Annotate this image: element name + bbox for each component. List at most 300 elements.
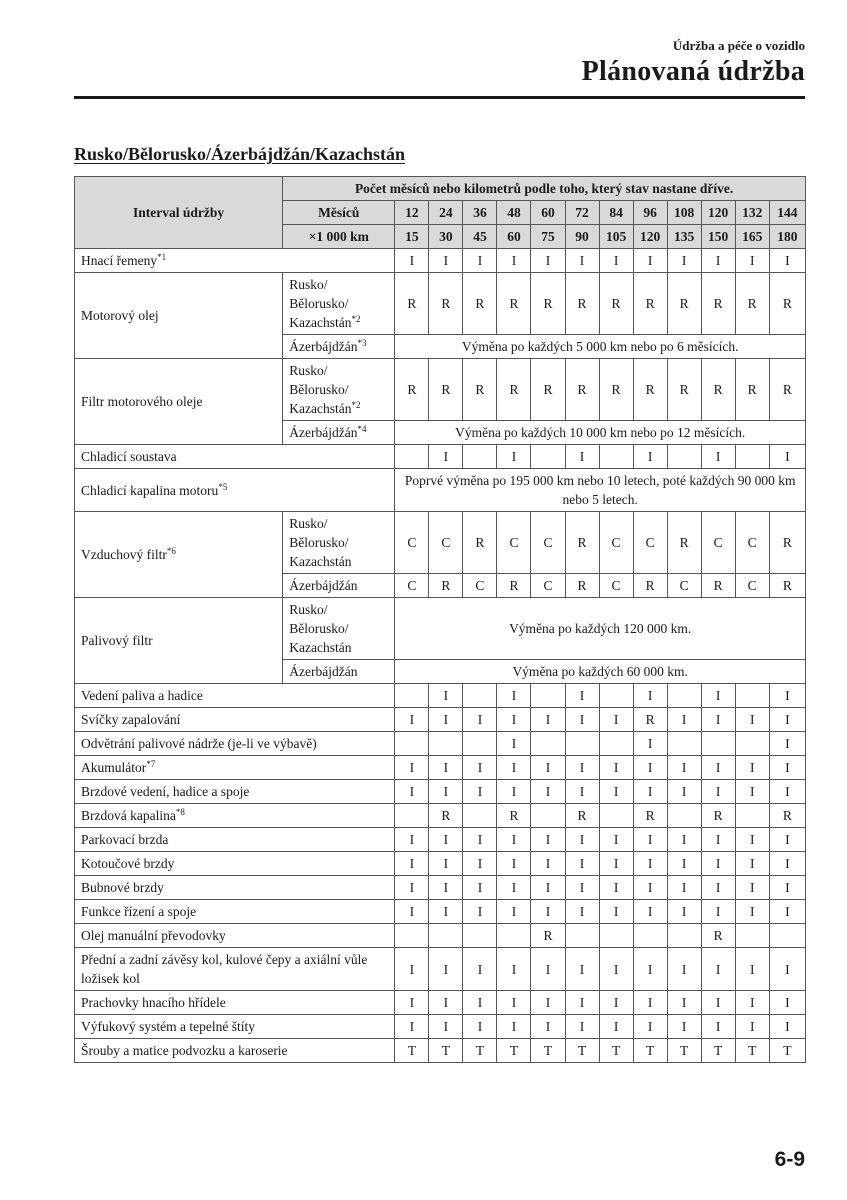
schedule-cell: I [633,445,667,469]
schedule-cell: R [497,273,531,335]
row-label: Filtr motorového oleje [81,394,203,409]
schedule-cell: T [667,1039,701,1063]
schedule-cell: I [769,780,805,804]
schedule-cell: I [735,780,769,804]
schedule-cell: C [497,512,531,574]
schedule-cell: I [429,1015,463,1039]
schedule-cell: I [497,948,531,991]
schedule-cell [599,732,633,756]
schedule-cell: I [497,876,531,900]
schedule-cell: I [633,756,667,780]
schedule-cell: R [531,273,565,335]
months-value: 60 [531,201,565,225]
schedule-cell: C [463,574,497,598]
table-row [75,273,806,335]
schedule-cell: T [633,1039,667,1063]
schedule-cell [531,684,565,708]
months-value: 72 [565,201,599,225]
table-row [75,924,806,948]
schedule-cell: I [633,780,667,804]
schedule-cell: I [735,876,769,900]
item-name [75,249,395,273]
schedule-cell: I [667,828,701,852]
schedule-description: Výměna po každých 60 000 km. [395,660,806,684]
schedule-cell: I [395,876,429,900]
schedule-cell: I [701,852,735,876]
months-value: 144 [769,201,805,225]
schedule-cell [395,924,429,948]
schedule-cell: I [633,852,667,876]
schedule-cell: I [565,708,599,732]
schedule-cell: I [701,780,735,804]
schedule-cell: R [497,804,531,828]
schedule-cell: I [633,900,667,924]
schedule-cell: I [531,852,565,876]
row-label: Olej manuální převodovky [81,928,226,943]
schedule-cell: T [599,1039,633,1063]
schedule-cell: I [497,756,531,780]
schedule-cell: T [429,1039,463,1063]
schedule-cell: T [531,1039,565,1063]
schedule-cell: I [531,991,565,1015]
schedule-cell: I [565,948,599,991]
schedule-cell: I [633,1015,667,1039]
row-label: Ázerbájdžán [289,578,358,593]
schedule-cell: I [395,900,429,924]
schedule-cell: I [395,991,429,1015]
region-name [283,359,395,421]
table-row [75,900,806,924]
schedule-cell: R [701,804,735,828]
schedule-cell [395,684,429,708]
item-name [75,900,395,924]
schedule-cell: I [701,756,735,780]
table-row [75,948,806,991]
table-row [75,732,806,756]
schedule-cell: I [735,948,769,991]
schedule-cell: R [565,574,599,598]
schedule-cell: I [497,708,531,732]
region-name [283,660,395,684]
schedule-cell: I [395,780,429,804]
schedule-cell: I [769,732,805,756]
page-title: Plánovaná údržba [581,56,805,87]
row-label: Funkce řízení a spoje [81,904,197,919]
schedule-cell: I [497,684,531,708]
schedule-cell: R [633,359,667,421]
schedule-cell: I [633,991,667,1015]
schedule-cell: I [429,876,463,900]
schedule-cell: I [701,991,735,1015]
schedule-cell: I [429,756,463,780]
schedule-cell: I [429,991,463,1015]
row-label: Hnací řemeny [81,253,158,268]
schedule-cell: I [735,900,769,924]
schedule-cell [701,732,735,756]
table-row [75,708,806,732]
footnote-ref: *2 [351,314,361,324]
item-name [75,780,395,804]
schedule-cell [735,684,769,708]
schedule-cell: I [769,852,805,876]
table-body [75,177,806,1063]
schedule-cell [531,732,565,756]
table-row [75,876,806,900]
row-label: Ázerbájdžán [289,664,358,679]
schedule-cell: I [599,756,633,780]
schedule-cell: I [599,948,633,991]
schedule-cell: I [599,249,633,273]
schedule-cell: I [565,756,599,780]
schedule-cell: I [395,1015,429,1039]
schedule-cell: T [769,1039,805,1063]
schedule-cell: I [497,828,531,852]
schedule-cell: C [531,512,565,574]
schedule-cell: C [599,512,633,574]
km-value: 135 [667,225,701,249]
page-number: 6-9 [774,1148,805,1171]
item-name [75,445,395,469]
schedule-cell: R [735,359,769,421]
schedule-cell: I [565,876,599,900]
km-label: ×1 000 km [283,225,395,249]
item-name [75,732,395,756]
table-row [75,684,806,708]
km-value: 150 [701,225,735,249]
schedule-cell: I [633,876,667,900]
schedule-cell: R [429,804,463,828]
schedule-cell: I [769,249,805,273]
schedule-cell: I [497,1015,531,1039]
schedule-cell [667,445,701,469]
schedule-cell: I [633,828,667,852]
schedule-cell: I [701,828,735,852]
footnote-ref: *4 [357,424,367,434]
schedule-cell [735,804,769,828]
months-value: 12 [395,201,429,225]
region-name [283,273,395,335]
schedule-cell: R [667,359,701,421]
schedule-cell: I [463,780,497,804]
item-name [75,852,395,876]
schedule-cell: I [735,991,769,1015]
region-name [283,421,395,445]
table-row [75,804,806,828]
schedule-cell: I [463,828,497,852]
schedule-cell: C [701,512,735,574]
schedule-cell [531,445,565,469]
schedule-cell: R [769,512,805,574]
schedule-cell [667,924,701,948]
header-subtitle: Údržba a péče o vozidlo [672,38,805,53]
schedule-cell [429,732,463,756]
schedule-cell: I [531,780,565,804]
schedule-cell: R [667,273,701,335]
schedule-cell [463,732,497,756]
item-name [75,273,283,359]
row-label: Rusko/ Bělorusko/ Kazachstán [289,602,352,655]
schedule-cell: R [429,574,463,598]
schedule-cell [667,732,701,756]
months-value: 84 [599,201,633,225]
schedule-cell: R [565,359,599,421]
row-label: Vzduchový filtr [81,547,167,562]
schedule-cell: C [531,574,565,598]
row-label: Motorový olej [81,308,159,323]
schedule-cell: I [667,708,701,732]
table-row [75,1015,806,1039]
schedule-cell: I [565,991,599,1015]
schedule-cell: I [599,876,633,900]
item-name [75,876,395,900]
row-label: Rusko/ Bělorusko/ Kazachstán [289,363,352,416]
schedule-cell: R [599,273,633,335]
schedule-cell: T [395,1039,429,1063]
schedule-cell [531,804,565,828]
table-row [75,445,806,469]
schedule-cell: I [667,991,701,1015]
schedule-cell [497,924,531,948]
footnote-ref: *3 [357,338,367,348]
table-row [75,598,806,660]
schedule-cell: R [769,359,805,421]
schedule-cell: I [667,900,701,924]
schedule-cell: I [769,756,805,780]
schedule-cell: R [463,273,497,335]
schedule-description: Výměna po každých 5 000 km nebo po 6 měsících. [395,335,806,359]
schedule-cell [395,732,429,756]
region-name [283,335,395,359]
row-label: Svíčky zapalování [81,712,181,727]
schedule-cell: C [735,512,769,574]
footnote-ref: *7 [146,759,156,769]
schedule-cell: I [701,249,735,273]
footnote-ref: *5 [218,481,228,492]
schedule-cell: C [429,512,463,574]
schedule-cell: I [769,1015,805,1039]
interval-header: Interval údržby [75,177,283,249]
table-row [75,1039,806,1063]
schedule-cell: I [531,249,565,273]
schedule-cell: I [599,991,633,1015]
item-name [75,948,395,991]
row-label: Chladicí soustava [81,449,177,464]
schedule-cell: I [463,876,497,900]
schedule-cell: R [531,359,565,421]
item-name [75,804,395,828]
schedule-cell: R [701,924,735,948]
table-row [75,780,806,804]
top-header: Počet měsíců nebo kilometrů podle toho, který stav nastane dříve. [283,177,806,201]
schedule-cell: R [429,273,463,335]
maintenance-table [74,176,806,1063]
schedule-cell: C [599,574,633,598]
table-row [75,469,806,512]
schedule-cell: I [531,876,565,900]
schedule-cell: I [429,445,463,469]
schedule-cell: I [531,1015,565,1039]
schedule-cell: I [463,852,497,876]
item-name [75,828,395,852]
schedule-cell [599,684,633,708]
schedule-cell: R [769,273,805,335]
schedule-cell: I [599,1015,633,1039]
schedule-cell: R [701,273,735,335]
row-label: Prachovky hnacího hřídele [81,995,226,1010]
schedule-cell: R [667,512,701,574]
schedule-cell: T [565,1039,599,1063]
schedule-cell: R [531,924,565,948]
schedule-cell: I [769,900,805,924]
schedule-cell: I [565,780,599,804]
schedule-cell: I [769,991,805,1015]
months-value: 96 [633,201,667,225]
schedule-cell: I [633,249,667,273]
schedule-cell: I [701,445,735,469]
schedule-cell: I [463,708,497,732]
schedule-cell: I [463,756,497,780]
km-value: 165 [735,225,769,249]
item-name [75,1039,395,1063]
schedule-cell: I [599,900,633,924]
table-row [75,991,806,1015]
schedule-cell: I [667,876,701,900]
schedule-cell: I [429,249,463,273]
months-value: 132 [735,201,769,225]
schedule-cell: I [735,708,769,732]
schedule-cell [769,924,805,948]
schedule-cell: I [429,828,463,852]
row-label: Šrouby a matice podvozku a karoserie [81,1043,288,1058]
schedule-cell: I [395,249,429,273]
km-value: 120 [633,225,667,249]
schedule-cell: I [395,708,429,732]
schedule-cell: I [633,684,667,708]
schedule-cell: I [599,780,633,804]
footnote-ref: *2 [351,400,361,410]
item-name [75,684,395,708]
schedule-cell: I [395,948,429,991]
table-row [75,852,806,876]
schedule-cell: I [395,756,429,780]
schedule-cell: R [565,804,599,828]
schedule-cell: I [701,1015,735,1039]
schedule-cell: I [565,900,599,924]
row-label: Ázerbájdžán [289,339,358,354]
schedule-cell: I [531,756,565,780]
schedule-cell: R [395,359,429,421]
schedule-cell: I [667,756,701,780]
schedule-description: Poprvé výměna po 195 000 km nebo 10 letech, poté každých 90 000 km nebo 5 letech. [395,469,806,512]
schedule-cell: I [565,828,599,852]
schedule-cell [599,445,633,469]
km-value: 45 [463,225,497,249]
schedule-cell: I [463,991,497,1015]
region-name [283,512,395,574]
schedule-cell: I [701,900,735,924]
item-name [75,469,395,512]
item-name [75,756,395,780]
schedule-cell [735,445,769,469]
row-label: Odvětrání palivové nádrže (je-li ve výbavě) [81,736,317,751]
header-rule [74,96,805,99]
km-value: 180 [769,225,805,249]
schedule-cell: I [395,828,429,852]
schedule-cell: I [565,852,599,876]
schedule-cell: T [701,1039,735,1063]
schedule-description: Výměna po každých 120 000 km. [395,598,806,660]
schedule-cell: I [633,948,667,991]
row-label: Přední a zadní závěsy kol, kulové čepy a axiální vůle ložisek kol [81,952,368,986]
months-value: 36 [463,201,497,225]
schedule-cell: I [769,876,805,900]
schedule-cell: R [395,273,429,335]
months-label: Měsíců [283,201,395,225]
schedule-cell: R [633,273,667,335]
schedule-cell: C [667,574,701,598]
schedule-cell: I [497,852,531,876]
schedule-cell [667,804,701,828]
schedule-cell: I [497,249,531,273]
schedule-cell: I [395,852,429,876]
schedule-cell: R [497,359,531,421]
schedule-cell: T [497,1039,531,1063]
schedule-cell: I [769,445,805,469]
schedule-cell: I [463,948,497,991]
schedule-cell: I [531,708,565,732]
item-name [75,598,283,684]
km-value: 90 [565,225,599,249]
schedule-cell: I [769,708,805,732]
table-row [75,249,806,273]
row-label: Akumulátor [81,760,147,775]
schedule-cell: I [735,756,769,780]
schedule-cell: R [633,804,667,828]
schedule-cell [565,732,599,756]
km-value: 30 [429,225,463,249]
row-label: Chladicí kapalina motoru [81,482,219,498]
item-name [75,1015,395,1039]
schedule-cell: I [735,1015,769,1039]
region-name [283,598,395,660]
schedule-cell: I [735,249,769,273]
table-row [75,359,806,421]
schedule-cell: I [667,780,701,804]
schedule-cell: I [497,732,531,756]
schedule-cell: R [701,359,735,421]
schedule-cell [599,804,633,828]
schedule-cell: I [667,1015,701,1039]
schedule-cell [429,924,463,948]
schedule-cell [667,684,701,708]
schedule-cell [633,924,667,948]
schedule-cell: I [599,708,633,732]
schedule-cell: R [769,804,805,828]
schedule-cell: I [497,991,531,1015]
row-label: Palivový filtr [81,633,153,648]
table-row [75,756,806,780]
schedule-cell: R [463,359,497,421]
schedule-cell [735,924,769,948]
schedule-cell: I [565,249,599,273]
schedule-cell [735,732,769,756]
schedule-cell: I [429,780,463,804]
schedule-cell: I [429,852,463,876]
schedule-cell [565,924,599,948]
months-value: 48 [497,201,531,225]
schedule-cell: I [429,948,463,991]
row-label: Rusko/ Bělorusko/ Kazachstán [289,516,352,569]
